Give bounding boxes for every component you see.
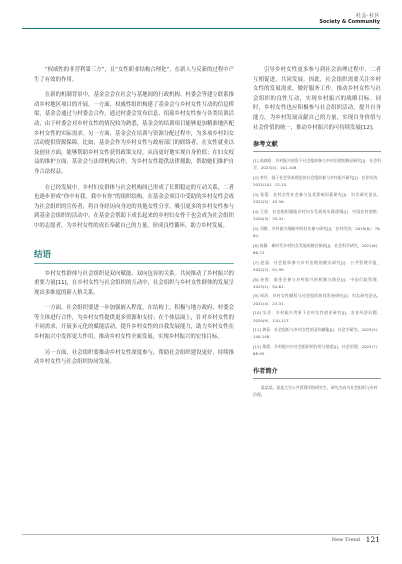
section-label-en: Society & Community xyxy=(319,19,380,25)
author-bio-text: 某某某，某某大学公共管理学院研究生，研究方向为社会组织与乡村治理。 xyxy=(253,384,378,397)
body-paragraph: 在已经发展中，乡村妇女群体与社会机构间已形成了长期稳定的互动关系，二者也逐步形成“你中有我，我中有你”的组织结构。在基金会项目中受助的乡村女性会成为社会组织的宣传者，将自身经历向身边的其他女性分享，吸引更多的乡村女性参与到基金会组织的活动中。在基金会帮助下成长起来的乡村妇女骨干也会成为社会组织中的志愿者，为乡村女性的成长奉献自己的力量，形成良性循环，助力乡村发展。 xyxy=(34,184,234,229)
reference-item: [2] 李丹．基于社会资本理论的社会组织参与乡村振兴研究[J]．农业经济，2021(10)：12-15． xyxy=(253,175,381,188)
reference-item: [3] 张蕾．农村女性社会参与及其影响因素研究[J]．妇女研究论丛，2022(5)：45-56． xyxy=(253,191,381,205)
reference-item: [7] 赵丽．社会组织参与乡村治理的模式研究[J]．公共管理学报，2022(2)：91-99． xyxy=(253,259,381,272)
journal-name: New Trend xyxy=(331,537,360,543)
conclusion-heading: 结语 xyxy=(34,248,234,260)
references-list xyxy=(253,157,381,357)
body-paragraph: 在新的机制背景中，基金会会在社会与基地间的行政机构、村委会等建立联系推动乡村地区项目的开展。一方面，权威性组织构建了基金会与乡村女性互动的信息桥梁，基金会通过与村委会合作，通过村委会发布信息、招募乡村女性参与各类培训活动，由于村委会对乡村女性的情况较为熟悉，基金会的培训项目能够更加精准地匹配乡村女性的实际需求。另一方面，基金会在培训与资源分配过程中，为多项乡村妇女活动提供资源保障。比如，基金会作为乡村女性与政府部门的联络者，在女性就业以及创业方面，能够帮助乡村女性获得政策支持，从而更好地实现自身价值；在妇女权益的维护方面，基金会与法律机构合作，为乡村女性提供法律援助，帮助她们维护自身合法权益。 xyxy=(34,92,234,175)
author-bio-heading: 作者简介 xyxy=(253,366,381,379)
conclusion-paragraph: 另一方面，社会组织要推动乡村女性深度参与，帮助社会组织建设更好，持续推动乡村女性与社会组织协同发展。 xyxy=(34,349,234,366)
reference-item: [1] 高春阳．乡村振兴视角下社会组织参与乡村治理的路径研究[J]．社会科学，2023(4)：101-108． xyxy=(253,158,381,171)
reference-item: [6] 陈静．新时代乡村妇女发展的路径探析[J]．社会科学研究，2021(6)：66-72． xyxy=(253,242,381,255)
reference-item: [4] 王欣．社会组织赋能乡村妇女发展的实践逻辑[J]．中国农村观察，2020(3)：33-41． xyxy=(253,208,381,222)
body-paragraph: “权威性的非营利第三方”，且“女性职业结构合理化”，在新人与反新的过程中产生了有效的作用。 xyxy=(34,67,234,83)
reference-item: [9] 周洁．乡村女性赋权与社会组织协同发展研究[J]．妇女研究论丛，2021(4)：23-31． xyxy=(253,293,381,306)
intro-paragraph: 引导乡村女性更多参与到社会治理过程中，二者互相促进，共同发展。因此，社会组织需要关注乡村女性的发展需求，做好服务工作，推动乡村女性与社会组织的良性互动，实现乡村振兴的战略目标。同时，乡村女性也应积极参与社会组织活动，提升自身能力，为乡村发展贡献自己的力量，实现自身价值与社会价值的统一，推动乡村振兴的可持续发展[12]。 xyxy=(253,67,381,131)
left-column xyxy=(34,66,234,374)
page-number: 121 xyxy=(365,535,380,544)
reference-item: [10] 吴芳．乡村振兴背景下农村女性创业研究[J]．农业经济问题，2020(9)：110-117． xyxy=(253,310,381,323)
reference-item: [11] 黄蓉．社会组织与乡村女性的双向赋能[J]．社会学研究，2023(3)：140-148． xyxy=(253,327,381,340)
conclusion-paragraph: 一方面，社会组织要进一步加强嵌入程度，在结构上，积极与地方政府、村委会等主体进行合作，为乡村女性提供更多资源和支持；在个体层面上，针对乡村女性的不同需求，开展多元化的赋能活动，提升乡村女性的自我发展能力，助力乡村女性在乡村振兴中发挥更大作用，推动乡村女性全面发展，实现乡村振兴的宏伟目标。 xyxy=(34,305,234,341)
header-rule xyxy=(22,28,380,29)
section-label-cn: 社会·社区 xyxy=(355,13,380,19)
references-heading: 参考文献 xyxy=(253,139,381,152)
reference-item: [5] 刘敏．乡村振兴战略中的妇女参与研究[J]．农村经济，2019(8)：78-84． xyxy=(253,225,381,238)
reference-item: [12] 郑霞．乡村振兴中社会组织的作用与展望[J]．社会治理，2022(7)：88-95． xyxy=(253,344,381,357)
right-column xyxy=(253,66,381,398)
conclusion-paragraph: 乡村女性群体与社会组织是双向赋能、双向包容的关系。共同推动了乡村振兴的重要力量[11]，在乡村女性与社会组织的互动中，社会组织与乡村女性群体的发展呈现出多维度的新人格关系。 xyxy=(34,270,234,296)
reference-item: [8] 孙悦．基金会参与乡村振兴的机制与路径[J]．中国行政管理，2023(1)：54-61． xyxy=(253,276,381,289)
footer-rule xyxy=(22,534,380,535)
